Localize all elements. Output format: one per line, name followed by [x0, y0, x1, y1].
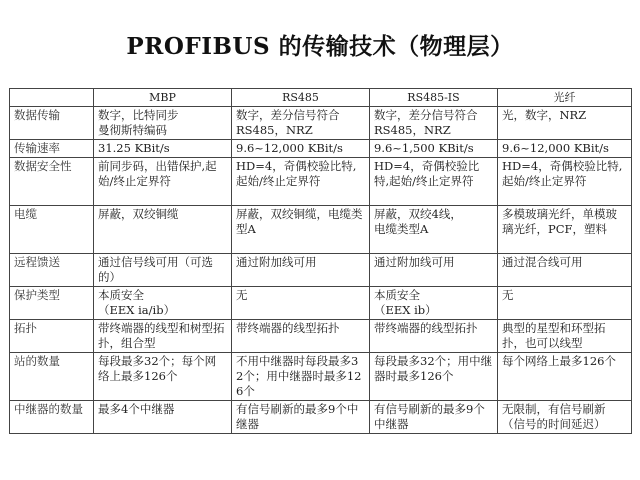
table-cell: 每段最多32个；每个网络上最多126个 — [94, 353, 232, 401]
row-label: 远程馈送 — [10, 254, 94, 287]
table-cell: 屏蔽，双绞铜缆 — [94, 206, 232, 254]
table-row — [10, 140, 632, 158]
table-cell: 典型的星型和环型拓扑，也可以线型 — [498, 320, 632, 353]
row-label: 电缆 — [10, 206, 94, 254]
table-cell: 屏蔽，双绞铜缆，电缆类型A — [232, 206, 370, 254]
table-cell: 光，数字，NRZ — [498, 107, 632, 140]
table-row — [10, 158, 632, 206]
table-row — [10, 206, 632, 254]
table-cell: 带终端器的线型拓扑 — [370, 320, 498, 353]
table-cell: 无 — [498, 287, 632, 320]
table-cell: 通过附加线可用 — [232, 254, 370, 287]
row-label: 数据安全性 — [10, 158, 94, 206]
table-cell: 有信号刷新的最多9个中继器 — [370, 401, 498, 434]
table-cell: HD=4，奇偶校验比特,起始/终止定界符 — [498, 158, 632, 206]
row-label: 拓扑 — [10, 320, 94, 353]
row-label: 保护类型 — [10, 287, 94, 320]
column-header-empty — [10, 89, 94, 107]
table-row — [10, 401, 632, 434]
row-label: 站的数量 — [10, 353, 94, 401]
table-row — [10, 287, 632, 320]
table-cell: 每段最多32个；用中继器时最多126个 — [370, 353, 498, 401]
table-cell: 无限制，有信号刷新（信号的时间延迟） — [498, 401, 632, 434]
table-cell: 数字，差分信号符合 RS485，NRZ — [370, 107, 498, 140]
table-cell: 本质安全 （EEX ib） — [370, 287, 498, 320]
table-cell: 多模玻璃光纤，单模玻璃光纤，PCF，塑料 — [498, 206, 632, 254]
table-row — [10, 254, 632, 287]
table-cell: HD=4，奇偶校验比特,起始/终止定界符 — [232, 158, 370, 206]
table-row — [10, 107, 632, 140]
table-cell: 数字，比特同步 曼彻斯特编码 — [94, 107, 232, 140]
table-row — [10, 353, 632, 401]
table-cell: 前同步码，出错保护,起始/终止定界符 — [94, 158, 232, 206]
table-cell: 9.6~1,500 KBit/s — [370, 140, 498, 158]
comparison-table — [9, 88, 632, 434]
table-cell: 每个网络上最多126个 — [498, 353, 632, 401]
table-cell: HD=4，奇偶校验比特,起始/终止定界符 — [370, 158, 498, 206]
row-label: 传输速率 — [10, 140, 94, 158]
table-cell: 无 — [232, 287, 370, 320]
page-title: PROFIBUS 的传输技术（物理层） — [126, 33, 514, 60]
table-cell: 最多4个中继器 — [94, 401, 232, 434]
row-label: 中继器的数量 — [10, 401, 94, 434]
table-cell: 通过混合线可用 — [498, 254, 632, 287]
table-header-row — [10, 89, 632, 107]
table-cell: 通过附加线可用 — [370, 254, 498, 287]
table-cell: 数字，差分信号符合 RS485，NRZ — [232, 107, 370, 140]
table-cell: 屏蔽，双绞4线， 电缆类型A — [370, 206, 498, 254]
table-cell: 本质安全 （EEX ia/ib） — [94, 287, 232, 320]
column-header-rs485: RS485 — [232, 89, 370, 107]
table-cell: 31.25 KBit/s — [94, 140, 232, 158]
row-label: 数据传输 — [10, 107, 94, 140]
table-cell: 有信号刷新的最多9个中继器 — [232, 401, 370, 434]
table-cell: 通过信号线可用（可选的） — [94, 254, 232, 287]
column-header-fiber: 光纤 — [498, 89, 632, 107]
table-cell: 带终端器的线型拓扑 — [232, 320, 370, 353]
table-cell: 9.6~12,000 KBit/s — [498, 140, 632, 158]
table-cell: 不用中继器时每段最多32个；用中继器时最多126个 — [232, 353, 370, 401]
table-row — [10, 320, 632, 353]
table-cell: 带终端器的线型和树型拓扑，组合型 — [94, 320, 232, 353]
column-header-mbp: MBP — [94, 89, 232, 107]
table-cell: 9.6~12,000 KBit/s — [232, 140, 370, 158]
column-header-rs485-is: RS485-IS — [370, 89, 498, 107]
